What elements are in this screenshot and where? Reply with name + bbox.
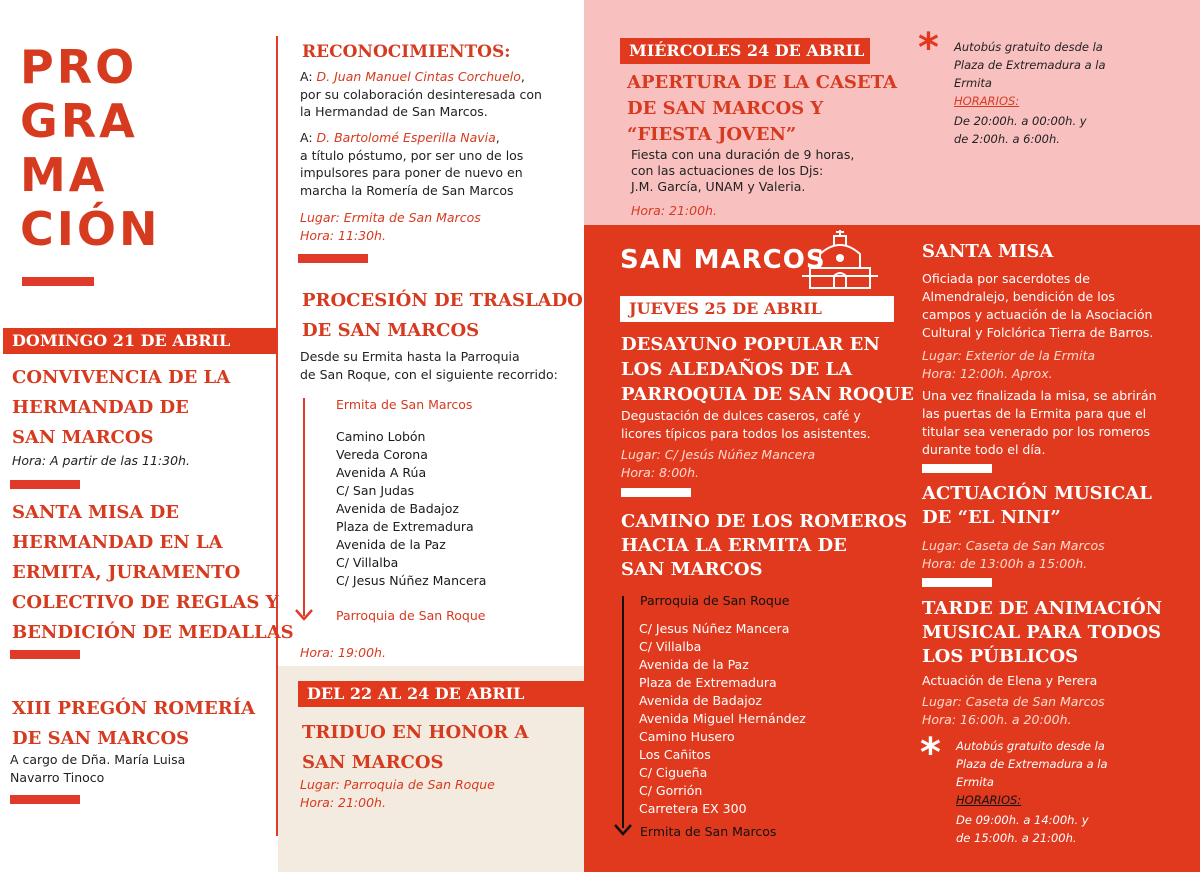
route-end: Parroquia de San Roque: [336, 608, 486, 623]
tarde-title: TARDE DE ANIMACIÓN MUSICAL PARA TODOS LOS PÚBLICOS: [922, 598, 1163, 667]
asterisk-icon: *: [918, 25, 939, 71]
list-item: C/ Villalba: [639, 639, 702, 654]
list-item: C/ San Judas: [336, 483, 415, 498]
event-hora: Hora: A partir de las 11:30h.: [12, 453, 190, 468]
event-title-pregon: XIII PREGÓN ROMERÍA DE SAN MARCOS: [12, 698, 256, 749]
route-arrow-line: [303, 398, 305, 616]
list-item: C/ Cigueña: [639, 765, 708, 780]
santa-misa-desc2: Una vez finalizada la misa, se abrirán las puertas de la Ermita para que el titular sea venerado por los romeros durante todo el día.: [922, 388, 1157, 457]
title-line: MA: [20, 148, 108, 202]
divider: [10, 480, 80, 489]
title-line: GRA: [20, 94, 138, 148]
divider: [22, 277, 94, 286]
arrow-down-icon: [613, 815, 633, 837]
event-title-convivencia: CONVIVENCIA DE LA HERMANDAD DE SAN MARCOS: [12, 367, 231, 448]
list-item: C/ Gorrión: [639, 783, 703, 798]
miercoles-hora: Hora: 21:00h.: [631, 203, 717, 218]
title-line: PRO: [20, 40, 138, 94]
santa-misa-desc: Oficiada por sacerdotes de Almendralejo, bendición de los campos y actuación de la Asociación Cultural y Folclórica Tierra de Barros.: [922, 271, 1154, 340]
list-item: Avenida de la Paz: [639, 657, 749, 672]
tarde-desc: Actuación de Elena y Perera: [922, 673, 1098, 688]
nini-lugar-hora: Lugar: Caseta de San Marcos Hora: de 13:00h a 15:00h.: [922, 538, 1105, 571]
list-item: C/ Jesus Núñez Mancera: [336, 573, 487, 588]
bus-info-1: Autobús gratuito desde la Plaza de Extremadura a la Ermita HORARIOS: De 20:00h. a 00:00h. y de 2:00h. a 6:00h.: [954, 40, 1106, 146]
reconocimiento-1: A: D. Juan Manuel Cintas Corchuelo, por su colaboración desinteresada con la Hermandad de San Marcos.: [300, 69, 542, 119]
camino-arrow-line: [622, 596, 624, 828]
reconocimiento-2: A: D. Bartolomé Esperilla Navia, a título póstumo, por ser uno de los impulsores para poner de nuevo en marcha la Romería de San Marcos: [300, 130, 524, 198]
divider: [10, 795, 80, 804]
list-item: Camino Husero: [639, 729, 735, 744]
day-header-triduo: DEL 22 AL 24 DE ABRIL: [298, 681, 584, 707]
procesion-title: PROCESIÓN DE TRASLADO DE SAN MARCOS: [302, 290, 583, 341]
camino-title: CAMINO DE LOS ROMEROS HACIA LA ERMITA DE SAN MARCOS: [621, 511, 908, 580]
title-line: CIÓN: [20, 202, 161, 256]
list-item: Avenida A Rúa: [336, 465, 427, 480]
list-item: Avenida Miguel Hernández: [639, 711, 806, 726]
list-item: Carretera EX 300: [639, 801, 747, 816]
procesion-hora: Hora: 19:00h.: [300, 645, 386, 660]
day-header-miercoles: MIÉRCOLES 24 DE ABRIL: [620, 38, 870, 64]
list-item: C/ Villalba: [336, 555, 399, 570]
asterisk-icon: *: [920, 730, 941, 776]
reconocimientos-title: RECONOCIMIENTOS:: [302, 42, 511, 62]
camino-route-list: [639, 620, 806, 818]
camino-start: Parroquia de San Roque: [640, 593, 790, 608]
list-item: Vereda Corona: [336, 447, 428, 462]
list-item: C/ Jesus Núñez Mancera: [639, 621, 790, 636]
list-item: Avenida de la Paz: [336, 537, 446, 552]
desayuno-desc: Degustación de dulces caseros, café y licores típicos para todos los asistentes.: [621, 408, 871, 441]
logo-san-marcos: SAN MARCOS: [620, 245, 826, 275]
page-title: [20, 40, 160, 256]
divider: [922, 578, 992, 587]
route-list: [336, 428, 486, 590]
route-start: Ermita de San Marcos: [336, 397, 473, 412]
desayuno-lugar-hora: Lugar: C/ Jesús Núñez Mancera Hora: 8:00h.: [621, 447, 816, 480]
arrow-down-icon: [294, 600, 314, 622]
day-header-jueves: JUEVES 25 DE ABRIL: [620, 296, 894, 322]
day-header-domingo: DOMINGO 21 DE ABRIL: [3, 328, 276, 354]
hermitage-logo-icon: [800, 226, 880, 294]
list-item: Plaza de Extremadura: [336, 519, 474, 534]
event-title-santa-misa: SANTA MISA DE HERMANDAD EN LA ERMITA, JURAMENTO COLECTIVO DE REGLAS Y BENDICIÓN DE MEDALLAS: [12, 502, 294, 643]
santa-misa-title: SANTA MISA: [922, 241, 1054, 262]
bus-info-2: Autobús gratuito desde la Plaza de Extremadura a la Ermita HORARIOS: De 09:00h. a 14:00h. y de 15:00h. a 21:00h.: [956, 739, 1108, 845]
divider: [10, 650, 80, 659]
divider: [298, 254, 368, 263]
triduo-title: TRIDUO EN HONOR A SAN MARCOS: [302, 722, 529, 773]
list-item: Camino Lobón: [336, 429, 426, 444]
list-item: Avenida de Badajoz: [336, 501, 459, 516]
camino-end: Ermita de San Marcos: [640, 824, 777, 839]
list-item: Plaza de Extremadura: [639, 675, 777, 690]
vertical-divider: [276, 36, 278, 836]
divider: [621, 488, 691, 497]
triduo-lugar-hora: Lugar: Parroquia de San Roque Hora: 21:00h.: [300, 777, 495, 810]
reco-lugar-hora: Lugar: Ermita de San Marcos Hora: 11:30h.: [300, 210, 481, 243]
desayuno-title: DESAYUNO POPULAR EN LOS ALEDAÑOS DE LA PARROQUIA DE SAN ROQUE: [621, 334, 914, 405]
miercoles-title: APERTURA DE LA CASETA DE SAN MARCOS Y “FIESTA JOVEN”: [627, 72, 898, 145]
event-desc: A cargo de Dña. María Luisa Navarro Tinoco: [10, 752, 186, 785]
list-item: Los Cañitos: [639, 747, 711, 762]
nini-title: ACTUACIÓN MUSICAL DE “EL NINI”: [922, 483, 1152, 528]
divider: [922, 464, 992, 473]
santa-misa-lugar-hora: Lugar: Exterior de la Ermita Hora: 12:00h. Aprox.: [922, 348, 1096, 381]
tarde-lugar-hora: Lugar: Caseta de San Marcos Hora: 16:00h. a 20:00h.: [922, 694, 1105, 727]
procesion-desc: Desde su Ermita hasta la Parroquia de San Roque, con el siguiente recorrido:: [300, 349, 558, 382]
miercoles-desc: Fiesta con una duración de 9 horas, con las actuaciones de los Djs: J.M. García, UNAM y Valeria.: [631, 147, 855, 194]
list-item: Avenida de Badajoz: [639, 693, 762, 708]
